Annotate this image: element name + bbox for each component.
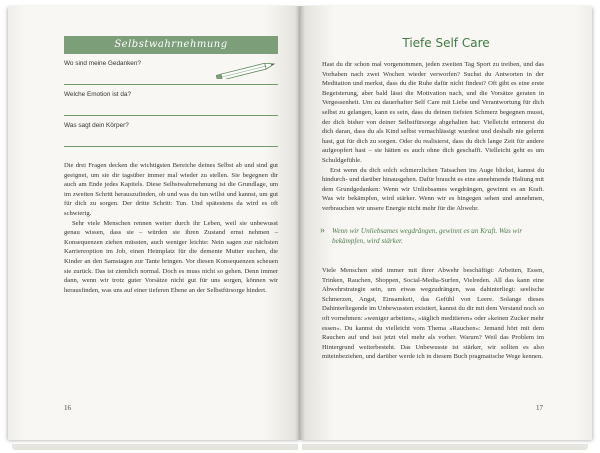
right-page (300, 6, 592, 440)
question-label: Was sagt dein Körper? (64, 122, 129, 129)
question-label: Wo sind meine Gedanken? (64, 60, 141, 67)
self-awareness-workbox (64, 36, 278, 147)
left-page (8, 6, 300, 440)
pencil-icon (214, 63, 278, 79)
page-edge-right (302, 444, 588, 450)
page-number: 16 (64, 404, 71, 412)
chapter-title: Tiefe Self Care (402, 36, 490, 50)
page-edge-left (12, 444, 298, 450)
right-body-text-bottom (322, 266, 544, 362)
workbox-header: Selbstwahrnehmung (64, 36, 278, 54)
quote-text: Wenn wir Unliebsames wegdrängen, gewinnt es an Kraft. Was wir bekämpfen, wird stärker. (332, 227, 523, 245)
paragraph: Erst wenn du dich solch schmerzlichen Tatsachen ins Auge blickst, kannst du hindurch- und darüber hinausgehen. Dafür braucht es eine annehmende Haltung mit dem Grundgedanken: Wenn wir Unliebsames wegdrängen, gewinnt es an Kraft. Was wir bekämpfen, wird stärker. Wenn wir es hingegen sehen und annehmen, verbrauchen wir unsere Energie nicht mehr für die Abwehr. (322, 166, 544, 212)
pull-quote (320, 225, 542, 246)
open-book (8, 6, 592, 446)
quote-mark-icon: » (320, 225, 325, 236)
paragraph: Die drei Fragen decken die wichtigsten Bereiche deines Selbst ab und sind gut geeignet, um sie dir tagsüber immer mal wieder zu stellen. Sie begegnen dir auch am Ende jedes Kapitels. Diese Selbstwahrnehmung ist die Grundlage, um im zweiten Schritt herauszufinden, ob und was du tun willst und kannst, um gut für dich zu sorgen. Der dritte Schritt: Tun. Und spätestens da wird es oft schwierig. (64, 162, 278, 217)
paragraph: Hast du dir schon mal vorgenommen, jeden zweiten Tag Sport zu treiben, und das Vorhaben nach zwei Wochen wieder verworfen? Suchst du Antworten in der Meditation und merkst, dass du die Ruhe dafür nicht findest? Oft gibt es eine erste Begeisterung, aber bald lässt die Motivation nach, und die Vorsätze geraten in Vergessenheit. Um zu dauerhafter Self Care mit Liebe und Verantwortung für dich selbst zu gelangen, kann es sein, dass du deinen tiefsten Schmerz begegnen musst, der dich bisher von deiner Selbstfürsorge abgehalten hat: Vielleicht erinnerst du dich daran, dass du als Kind selbst vernachlässigt wurdest und deshalb nie gelernt hast, gut für dich zu sorgen. Oder du realisierst, dass du dich lange Zeit für andere aufgeopfert hast – sie hätten es auch ohne dich geschafft. Vielleicht geht es um Schuldgefühle. (322, 61, 544, 164)
left-body-text (64, 161, 278, 295)
paragraph: Sehr viele Menschen rennen weiter durch ihr Leben, weil sie unbewusst genau wissen, dass sie – würden sie ihren Zustand ernst nehmen – Konsequenzen ziehen müssten, auch weniger leichte: Nein sagen zur nächsten Karriereoption im Job, einen Heimplatz für die demente Mutter suchen, die Kinder an den Samstagen zur Tante bringen. Vor diesen Konsequenzen scheuen sie zurück. Das ist ziemlich normal. Doch es muss nicht so gehen. Denn immer dann, wenn wir trotz guter Vorsätze nicht gut für uns sorgen, können wir herausfinden, was uns auf einer tieferen Ebene an der Selbstfürsorge hindert. (64, 219, 278, 294)
page-number: 17 (536, 404, 543, 412)
workbox-question-body (64, 119, 278, 147)
right-body-text-top (322, 60, 544, 214)
paragraph: Viele Menschen sind immer mit ihrer Abwehr beschäftigt: Arbeiten, Essen, Trinken, Rauchen, Shoppen, Social-Media-Surfen, Vielreden. All das kann eine Abwehrstrategie sein, um etwas wegzudrängen, was dahinterliegt: seelische Schmerzen, Angst, Einsamkeit, das Gefühl von Leere. Solange dieses Dahinterliegende im Unbewussten existiert, kannst du dir mit dem Verstand noch so oft vornehmen: »weniger arbeiten«, »täglich meditieren« oder »keinen Zucker mehr essen«. Du kannst du vielleicht vom Thema »Rauchen«: Jemand hört mit dem Rauchen auf und isst jetzt viel mehr als vorher. Warum? Weil das Problem im Hintergrund weiterbesteht. Das Unbewusste ist stärker, wir sollten es also miteinbeziehen, und darüber werde ich in diesem Buch pragmatische Wege kennen. (322, 267, 544, 361)
workbox-question-thoughts (64, 57, 278, 85)
workbox-question-emotion (64, 88, 278, 116)
question-label: Welche Emotion ist da? (64, 91, 132, 98)
